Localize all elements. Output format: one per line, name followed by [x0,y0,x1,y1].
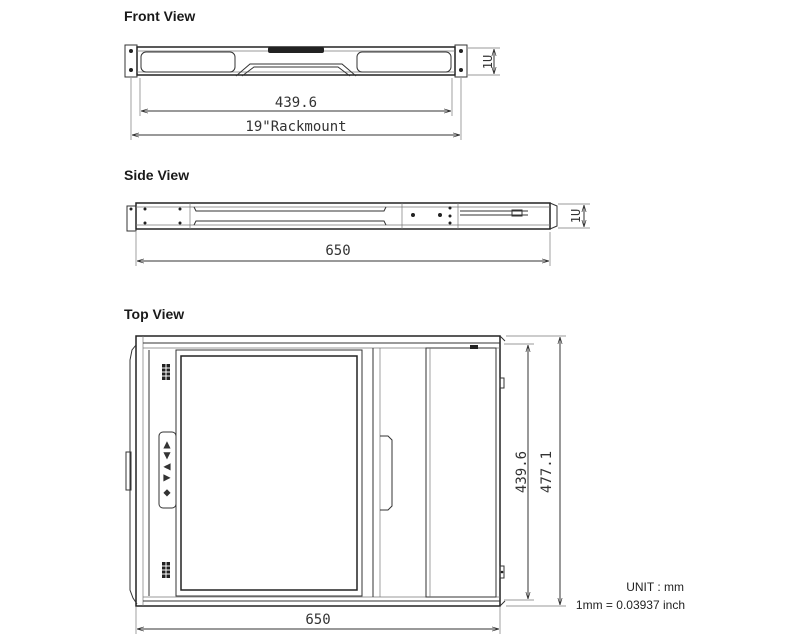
top-view-chassis [126,336,505,606]
top-inner-width-dimension [504,344,534,600]
side-view-title: Side View [124,167,190,183]
control-panel [159,432,176,508]
top-length-label: 650 [305,612,331,628]
front-view [124,8,500,140]
unit-note [576,580,685,612]
unit-label: UNIT : mm [626,580,684,594]
front-height-label: 1U [481,54,495,70]
side-length-dimension [136,232,550,266]
side-view [124,167,590,266]
side-height-dimension [558,204,590,228]
front-rack-label: 19"Rackmount [245,119,347,135]
side-view-chassis [127,203,557,231]
front-width-dimension [140,78,452,116]
button-glyph: ▼ [163,448,171,462]
button-glyph: ▶ [163,470,171,484]
top-view-title: Top View [124,306,185,322]
side-height-label: 1U [569,208,583,224]
front-view-title: Front View [124,8,196,24]
side-length-label: 650 [325,243,351,259]
vent-bottom [162,562,170,578]
button-glyph: ▲ [163,437,171,451]
vent-top [162,364,170,380]
front-width-label: 439.6 [274,95,318,111]
button-glyph: ◆ [163,485,171,499]
button-glyph: ◀ [163,459,171,473]
front-height-dimension [468,48,500,75]
front-view-chassis [125,45,467,77]
top-length-dimension [136,607,500,634]
top-inner-width-label: 439.6 [514,450,530,494]
top-view [124,306,566,634]
top-outer-width-label: 477.1 [539,450,555,494]
conversion-label: 1mm = 0.03937 inch [575,598,685,612]
